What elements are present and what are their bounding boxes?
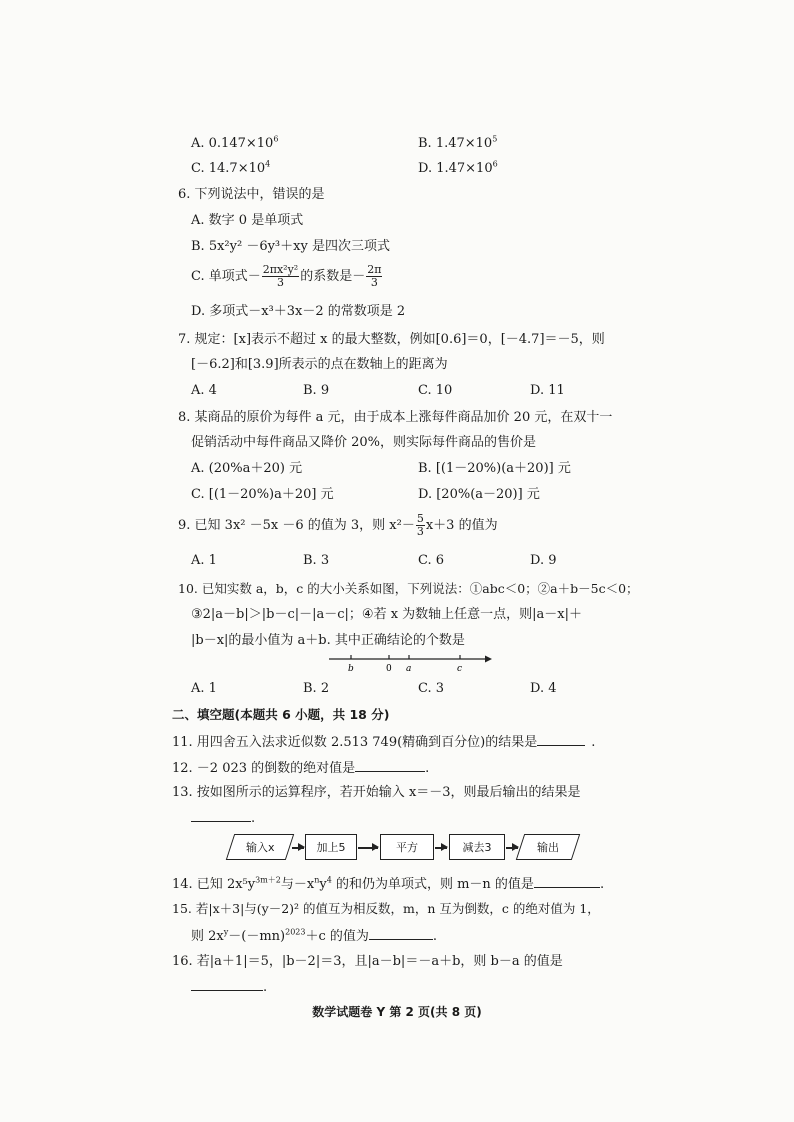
flow-arrow-4: [506, 847, 518, 849]
q16-answer: .: [191, 977, 267, 997]
flow-arrow-1: [292, 847, 304, 849]
q10-option-d: D. 4: [530, 681, 557, 696]
q16-line1: 16. 若|a＋1|＝5，|b－2|＝3，且|a－b|＝－a＋b，则 b－a 的值是: [172, 954, 563, 969]
flow-subtract-box: 减去3: [449, 834, 505, 860]
q12-answer-blank[interactable]: [355, 758, 425, 772]
flow-square-box: 平方: [380, 834, 434, 860]
q9-option-b: B. 3: [303, 553, 330, 568]
flow-add-box: 加上5: [305, 834, 357, 860]
q6-stem: 6. 下列说法中，错误的是: [178, 187, 325, 202]
q11: 11. 用四舍五入法求近似数 2.513 749(精确到百分位)的结果是 .: [172, 732, 595, 752]
label-b: b: [348, 664, 354, 674]
q7-stem-line1: 7. 规定：[x]表示不超过 x 的最大整数，例如[0.6]＝0，[－4.7]＝－5，则: [178, 332, 605, 347]
q10-stem-line2: ③2|a－b|＞|b－c|－|a－c|；④若 x 为数轴上任意一点，则|a－x|＋: [191, 607, 583, 622]
q6-option-c: C. 单项式－ $\frac{\text{2πx²y²}}{3}$ 的系数是－ $\frac{2\pi}{3}$: [191, 263, 382, 289]
q9-option-a: A. 1: [191, 553, 217, 568]
q15-line2: 则 $2x^y-(-mn)^{2023}+c$ 的值为 .: [191, 927, 438, 944]
q10-option-a: A. 1: [191, 681, 217, 696]
q7-option-d: D. 11: [530, 383, 565, 398]
q9-option-d: D. 9: [530, 553, 557, 568]
q11-answer-blank[interactable]: [537, 732, 585, 746]
q14: 14. 已知 $2x^5y^{3m+2}$与$-x^ny^4$ 的和仍为单项式，则 m－n 的值是 .: [172, 875, 605, 892]
flow-arrow-2: [358, 847, 378, 849]
q13-answer: .: [191, 808, 255, 828]
q7-stem-line2: [－6.2]和[3.9]所表示的点在数轴上的距离为: [191, 357, 448, 372]
label-0: 0: [386, 664, 392, 674]
number-line-arrow: [485, 656, 492, 663]
section-heading: 二、填空题(本题共 6 小题，共 18 分): [172, 707, 390, 722]
q8-option-a: A. (20%a＋20) 元: [191, 461, 303, 476]
q10-option-b: B. 2: [303, 681, 330, 696]
q7-option-b: B. 9: [303, 383, 330, 398]
q6-option-b: B. 5x²y² －6y³＋xy 是四次三项式: [191, 239, 390, 254]
q5-option-a: A. $0.147\times 10^6$: [191, 134, 279, 151]
q6-option-d: D. 多项式－x³＋3x－2 的常数项是 2: [191, 304, 406, 319]
q15-answer-blank[interactable]: [369, 926, 433, 940]
number-line-figure: [325, 650, 495, 674]
q7-option-c: C. 10: [418, 383, 453, 398]
q10-option-c: C. 3: [418, 681, 445, 696]
q8-option-d: D. [20%(a－20)] 元: [418, 487, 540, 502]
q8-option-b: B. [(1－20%)(a＋20)] 元: [418, 461, 571, 476]
q9-stem: 9. 已知 3x² －5x －6 的值为 3，则 x²－ $\frac{5}{3}$ x＋3 的值为: [178, 512, 498, 538]
label-c: c: [457, 664, 463, 674]
q10-stem-line1: 10. 已知实数 a，b，c 的大小关系如图，下列说法：①abc＜0；②a＋b－5c＜0；: [178, 581, 639, 596]
q5-option-d: D. $1.47\times 10^6$: [418, 159, 498, 176]
q7-option-a: A. 4: [191, 383, 217, 398]
q8-stem-line1: 8. 某商品的原价为每件 a 元，由于成本上涨每件商品加价 20 元，在双十一: [178, 410, 613, 425]
page-footer: 数学试题卷 Y 第 2 页(共 8 页): [312, 1005, 482, 1019]
q6-option-a: A. 数字 0 是单项式: [191, 213, 304, 228]
flow-arrow-3: [435, 847, 447, 849]
q13-answer-blank[interactable]: [191, 808, 251, 822]
q9-option-c: C. 6: [418, 553, 445, 568]
flow-input-box: 输入x: [226, 834, 294, 860]
q16-answer-blank[interactable]: [191, 977, 263, 991]
q14-answer-blank[interactable]: [534, 874, 600, 888]
q12: 12. －2 023 的倒数的绝对值是 .: [172, 758, 429, 778]
q15-line1: 15. 若|x＋3|与(y－2)² 的值互为相反数，m，n 互为倒数，c 的绝对值为 1，: [172, 901, 600, 916]
q10-stem-line3: |b－x|的最小值为 a＋b. 其中正确结论的个数是: [191, 633, 465, 648]
q5-option-b: B. $1.47\times 10^5$: [418, 134, 498, 151]
q13-stem: 13. 按如图所示的运算程序，若开始输入 x＝－3，则最后输出的结果是: [172, 785, 581, 800]
flow-output-box: 输出: [516, 834, 580, 860]
q5-option-c: C. $14.7\times 10^4$: [191, 159, 271, 176]
label-a: a: [406, 664, 412, 674]
q8-option-c: C. [(1－20%)a＋20] 元: [191, 487, 334, 502]
q8-stem-line2: 促销活动中每件商品又降价 20%，则实际每件商品的售价是: [191, 435, 537, 450]
